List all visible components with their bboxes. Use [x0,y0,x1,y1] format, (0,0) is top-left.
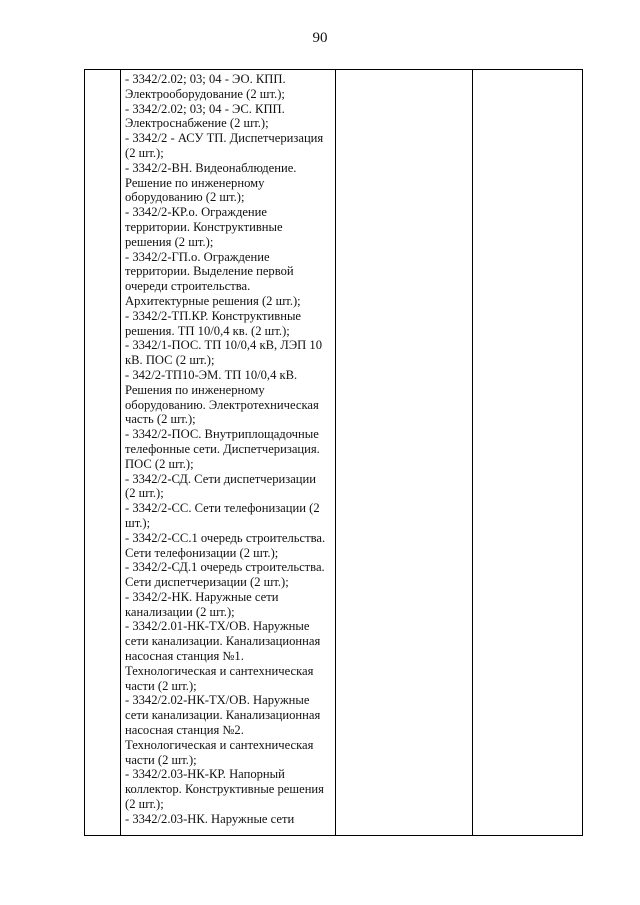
document-list-line: - 3342/1-ПОС. ТП 10/0,4 кВ, ЛЭП 10 [125,338,322,353]
document-list-line: решения (2 шт.); [125,234,214,249]
document-list-line: - 3342/2.02; 03; 04 - ЭО. КПП. [125,72,286,86]
document-list-line: Электроснабжение (2 шт.); [125,116,269,131]
document-list-line: сети канализации. Канализационная [125,708,321,723]
document-list-line: Сети диспетчеризации (2 шт.); [125,575,289,590]
document-list-line: - 342/2-ТП10-ЭМ. ТП 10/0,4 кВ. [125,367,298,382]
document-table [84,69,583,836]
document-list-line: оборудованию (2 шт.); [125,190,245,205]
document-list-line: - 3342/2 - АСУ ТП. Диспетчеризация [125,131,324,146]
document-list-line: - 3342/2.03-НК-КР. Напорный [125,767,285,782]
document-list-line: части (2 шт.); [125,678,197,693]
document-list-line: территории. Выделение первой [125,264,294,279]
document-list-line: (2 шт.); [125,486,164,501]
document-list-line: - 3342/2.03-НК. Наружные сети [125,811,295,826]
document-list-line: - 3342/2-НК. Наружные сети [125,589,279,604]
document-list-line: Решения по инженерному [125,382,265,397]
document-list-line: насосная станция №1. [125,649,244,664]
document-list-line: - 3342/2.02-НК-ТХ/ОВ. Наружные [125,693,310,708]
table-row [85,70,583,836]
document-list-line: (2 шт.); [125,145,164,160]
document-list-line: - 3342/2-СД.1 очередь строительства. [125,560,325,575]
document-list-line: ПОС (2 шт.); [125,456,194,471]
page-number: 90 [312,30,328,46]
document-list-line: Сети телефонизации (2 шт.); [125,545,279,560]
document-list-line: - 3342/2-СД. Сети диспетчеризации [125,471,317,486]
document-list-line: - 3342/2-ВН. Видеонаблюдение. [125,160,297,175]
document-list [121,70,335,827]
document-list-line: телефонные сети. Диспетчеризация. [125,441,320,456]
document-list-line: - 3342/2-СС. Сети телефонизации (2 [125,501,320,516]
document-list-line: Архитектурные решения (2 шт.); [125,293,301,308]
table-cell-empty [336,70,473,836]
document-list-line: Решение по инженерному [125,175,265,190]
table-cell-index [85,70,121,836]
document-list-line: шт.); [125,515,151,530]
document-list-line: очереди строительства. [125,279,251,294]
document-list-line: насосная станция №2. [125,723,244,738]
document-list-line: - 3342/2-ТП.КР. Конструктивные [125,308,301,323]
document-list-line: канализации (2 шт.); [125,604,235,619]
document-list-line: Технологическая и сантехническая [125,663,314,678]
document-list-line: кВ. ПОС (2 шт.); [125,353,215,368]
document-list-line: - 3342/2-СС.1 очередь строительства. [125,530,326,545]
document-list-line: - 3342/2.02; 03; 04 - ЭС. КПП. [125,101,285,116]
document-list-line: Технологическая и сантехническая [125,737,314,752]
document-list-line: (2 шт.); [125,797,164,812]
table-cell-documents [121,70,336,836]
document-list-line: - 3342/2.01-НК-ТХ/ОВ. Наружные [125,619,310,634]
document-list-line: оборудованию. Электротехническая [125,397,319,412]
table-cell-empty [473,70,583,836]
document-list-line: Электрооборудование (2 шт.); [125,86,285,101]
document-list-line: части (2 шт.); [125,752,197,767]
document-list-line: сети канализации. Канализационная [125,634,321,649]
document-list-line: коллектор. Конструктивные решения [125,782,324,797]
document-list-line: территории. Конструктивные [125,219,283,234]
document-list-line: - 3342/2-КР.о. Ограждение [125,205,268,220]
document-list-line: - 3342/2-ПОС. Внутриплощадочные [125,427,319,442]
document-list-line: решения. ТП 10/0,4 кв. (2 шт.); [125,323,290,338]
document-list-line: часть (2 шт.); [125,412,196,427]
document-list-line: - 3342/2-ГП.о. Ограждение [125,249,270,264]
